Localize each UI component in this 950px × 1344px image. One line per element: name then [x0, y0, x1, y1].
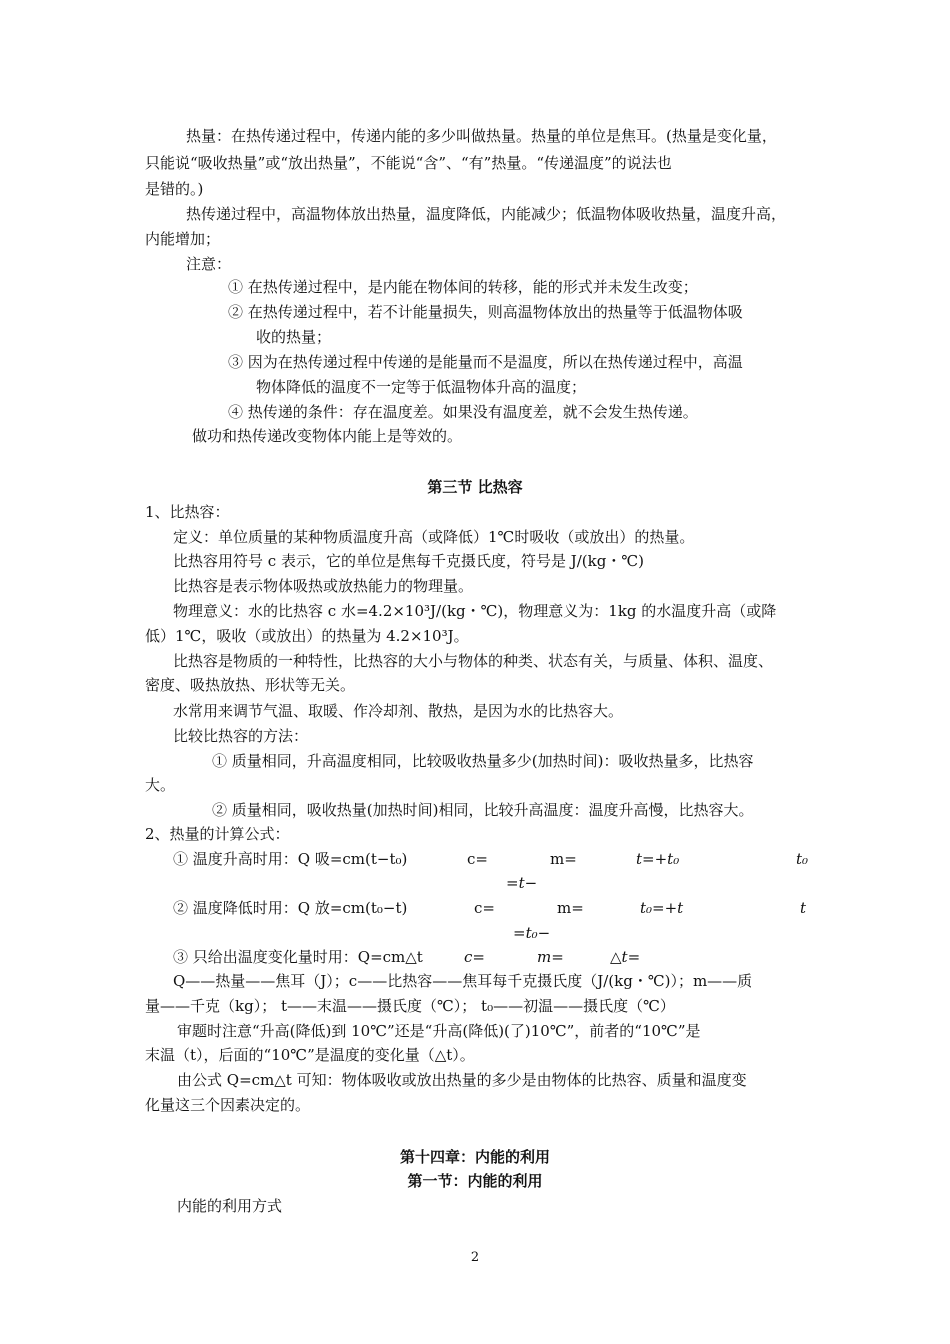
- formula-2-m: m=: [557, 899, 584, 917]
- exam-tip-line-1: 审题时注意“升高(降低)到 10℃”还是“升高(降低)(了)10℃”，前者的“10℃”是: [177, 1022, 701, 1040]
- property-line-2: 密度、吸热放热、形状等无关。: [145, 676, 356, 694]
- formula-3: ③ 只给出温度变化量时用：Q=cm△t: [173, 948, 423, 966]
- heat-definition-line-3: 是错的。): [145, 180, 204, 198]
- note-item-4: ④ 热传递的条件：存在温度差。如果没有温度差，就不会发生热传递。: [228, 403, 698, 421]
- formula-3-m: m=: [537, 948, 564, 966]
- heat-definition-line-1: 热量：在热传递过程中，传递内能的多少叫做热量。热量的单位是焦耳。(热量是变化量，: [186, 127, 777, 145]
- factors-line-1: 由公式 Q=cm△t 可知：物体吸收或放出热量的多少是由物体的比热容、质量和温度变: [177, 1071, 747, 1089]
- physical-meaning-line-1: 物理意义：水的比热容 c 水=4.2×10³J/(kg・℃)，物理意义为：1kg 的水温度升高（或降: [173, 602, 777, 620]
- chapter-14-title: 第十四章：内能的利用: [399, 1148, 550, 1166]
- note-label: 注意：: [186, 255, 232, 273]
- compare-method-1-cont: 大。: [145, 776, 176, 794]
- heat-transfer-line-2: 内能增加；: [145, 230, 221, 248]
- physical-meaning-line-2: 低）1℃，吸收（或放出）的热量为 4.2×10³J。: [145, 627, 469, 645]
- formula-1-t0: t₀: [796, 850, 809, 868]
- formula-2-c: c=: [474, 899, 495, 917]
- units-line-1: Q——热量——焦耳（J）；c——比热容——焦耳每千克摄氏度（J/(kg・℃)）；m——质: [173, 972, 753, 990]
- heat-transfer-line-1: 热传递过程中，高温物体放出热量，温度降低，内能减少；低温物体吸收热量，温度升高，: [186, 205, 787, 223]
- section-1-title: 第一节：内能的利用: [407, 1172, 543, 1190]
- note-item-3-cont: 物体降低的温度不一定等于低温物体升高的温度；: [256, 378, 587, 396]
- page-number: 2: [470, 1250, 480, 1265]
- formula-2-t0: t₀=+t: [640, 899, 684, 917]
- factors-line-2: 化量这三个因素决定的。: [145, 1096, 311, 1114]
- property-line-1: 比热容是物质的一种特性，比热容的大小与物体的种类、状态有关，与质量、体积、温度、: [173, 652, 774, 670]
- formula-3-dt: △t=: [610, 948, 641, 966]
- formula-2: ② 温度降低时用：Q 放=cm(t₀−t): [173, 899, 408, 917]
- heat-definition-line-2: 只能说“吸收热量”或“放出热量”，不能说“含”、“有”热量。“传递温度”的说法也: [145, 154, 672, 172]
- formula-1-t: t=+t₀: [636, 850, 680, 868]
- compare-method-1: ① 质量相同，升高温度相同，比较吸收热量多少(加热时间)：吸收热量多，比热容: [212, 752, 754, 770]
- item-1-title: 1、比热容：: [145, 503, 230, 521]
- specific-heat-meaning: 比热容是表示物体吸热或放热能力的物理量。: [173, 577, 474, 595]
- formula-1-m: m=: [550, 850, 577, 868]
- equivalence-note: 做功和热传递改变物体内能上是等效的。: [192, 427, 463, 445]
- water-usage-line: 水常用来调节气温、取暖、作冷却剂、散热，是因为水的比热容大。: [173, 702, 624, 720]
- formula-2-t-eq: =t₀−: [513, 924, 551, 942]
- specific-heat-definition: 定义：单位质量的某种物质温度升高（或降低）1℃时吸收（或放出）的热量。: [173, 528, 695, 546]
- internal-energy-usage: 内能的利用方式: [177, 1197, 283, 1215]
- note-item-3: ③ 因为在热传递过程中传递的是能量而不是温度，所以在热传递过程中，高温: [228, 353, 743, 371]
- compare-methods-label: 比较比热容的方法：: [173, 727, 309, 745]
- units-line-2: 量——千克（kg）； t——末温——摄氏度（℃）； t₀——初温——摄氏度（℃）: [145, 997, 675, 1015]
- section-title-specific-heat: 第三节 比热容: [427, 478, 523, 496]
- note-item-1: ① 在热传递过程中，是内能在物体间的转移，能的形式并未发生改变；: [228, 278, 698, 296]
- item-2-title: 2、热量的计算公式：: [145, 825, 290, 843]
- specific-heat-symbol: 比热容用符号 c 表示，它的单位是焦每千克摄氏度，符号是 J/(kg・℃): [173, 552, 644, 570]
- note-item-2-cont: 收的热量；: [256, 328, 332, 346]
- note-item-2: ② 在热传递过程中，若不计能量损失，则高温物体放出的热量等于低温物体吸: [228, 303, 743, 321]
- formula-3-c: c=: [464, 948, 485, 966]
- formula-2-t: t: [800, 899, 807, 917]
- formula-1: ① 温度升高时用：Q 吸=cm(t−t₀): [173, 850, 408, 868]
- formula-1-c: c=: [467, 850, 488, 868]
- compare-method-2: ② 质量相同，吸收热量(加热时间)相同，比较升高温度：温度升高慢，比热容大。: [212, 801, 754, 819]
- exam-tip-line-2: 末温（t），后面的“10℃”是温度的变化量（△t）。: [145, 1046, 475, 1064]
- formula-1-t0-eq: =t−: [506, 874, 538, 892]
